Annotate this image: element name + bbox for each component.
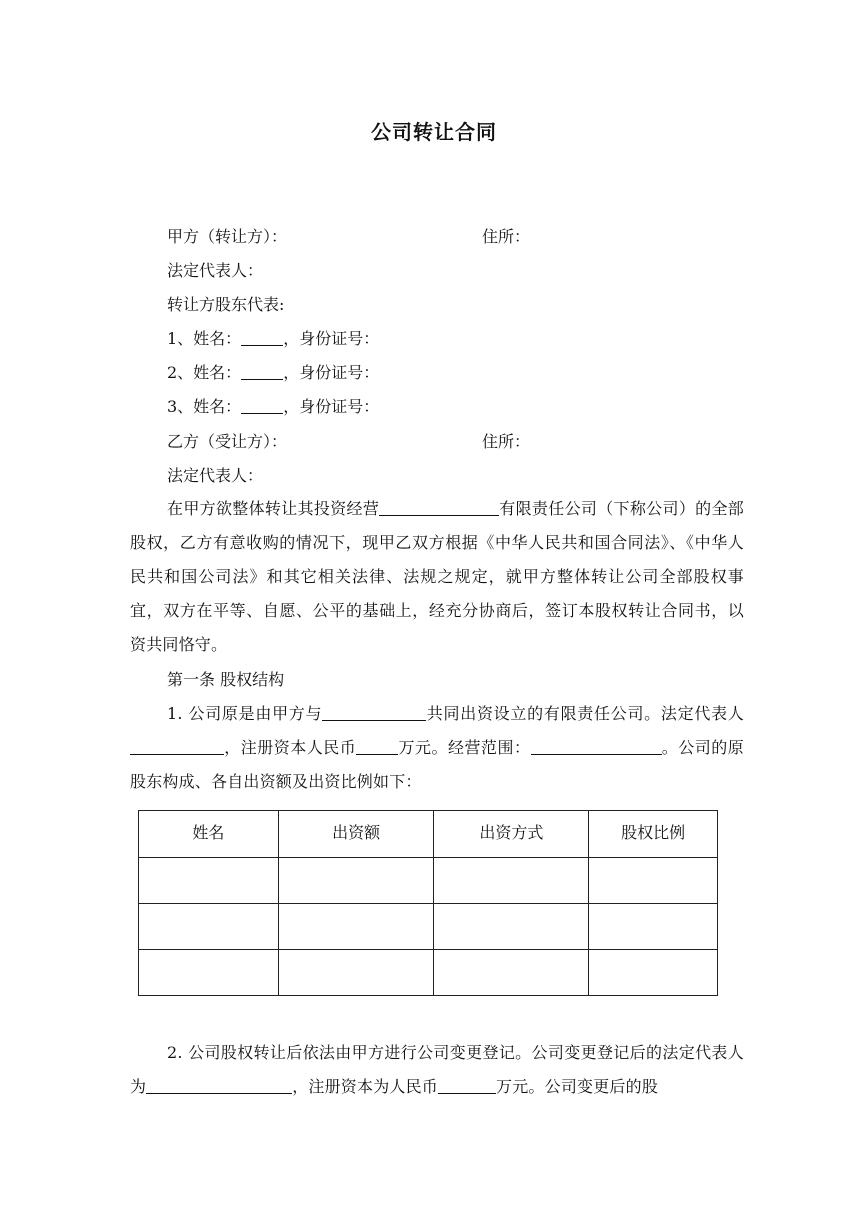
new-capital-blank	[438, 1077, 496, 1094]
col-header-name: 姓名	[139, 811, 279, 858]
shareholder-reps-label: 转让方股东代表:	[167, 295, 285, 314]
party-a-label: 甲方（转让方）：	[167, 227, 288, 246]
table-cell	[139, 858, 279, 904]
table-row	[139, 858, 718, 904]
shareholder-rep-1	[167, 329, 379, 349]
rep-2-name-label: 2、姓名：	[167, 363, 242, 382]
table-cell	[278, 904, 434, 950]
clause-2-text-1: 2. 公司股权转让后依法由甲方进行公司变更登记。公司变更登记后的法定代表人为	[130, 1043, 744, 1096]
co-founder-blank	[322, 704, 426, 721]
party-b-label: 乙方（受让方）：	[167, 432, 288, 451]
rep-1-name-label: 1、姓名：	[167, 329, 242, 348]
table-row	[139, 950, 718, 996]
clause-1-text-3: ，注册资本人民币	[224, 738, 357, 757]
col-header-capital-method: 出资方式	[434, 811, 589, 858]
party-a-address-label: 住所：	[482, 227, 531, 246]
col-header-capital-amount: 出资额	[278, 811, 434, 858]
article-1-clause-1	[130, 697, 744, 799]
table-cell	[589, 858, 718, 904]
table-cell	[434, 904, 589, 950]
preamble-text-2: 有限责任公司（下称公司）的全部股权，乙方有意收购的情况下，现甲乙双方根据《中华人民共和国合同法》、《中华人民共和国公司法》和其它相关法律、法规之规定，就甲方整体转让公司全部股权事宜，双方在平等、自愿、公平的基础上，经充分协商后，签订本股权转让合同书，以资共同恪守。	[130, 499, 744, 654]
party-b-legal-rep-label: 法定代表人：	[167, 466, 264, 485]
rep-2-name-blank	[241, 363, 283, 380]
preamble-text-1: 在甲方欲整体转让其投资经营	[167, 499, 380, 518]
shareholder-rep-3	[167, 397, 379, 417]
clause-1-text-5: 。公司的原股东构成、各自出资额及出资比例如下：	[130, 738, 744, 791]
table-cell	[278, 950, 434, 996]
clause-2-text-2: ，注册资本为人民币	[292, 1077, 439, 1096]
company-name-blank	[379, 499, 499, 516]
clause-2-text-3: 万元。公司变更后的股	[496, 1077, 659, 1096]
shareholder-table	[138, 810, 718, 996]
rep-1-id-label: ，身份证号：	[283, 329, 380, 348]
table-cell	[278, 858, 434, 904]
legal-rep-blank	[130, 738, 224, 755]
rep-3-id-label: ，身份证号：	[283, 397, 380, 416]
table-cell	[139, 904, 279, 950]
article-1-clause-2	[130, 1036, 744, 1104]
new-legal-rep-blank	[146, 1077, 292, 1094]
rep-3-name-label: 3、姓名：	[167, 397, 242, 416]
clause-1-text-2: 共同出资设立的有限责任公司。法定代表人	[426, 704, 744, 723]
shareholder-rep-2	[167, 363, 379, 383]
table-cell	[434, 858, 589, 904]
table-cell	[139, 950, 279, 996]
rep-3-name-blank	[241, 397, 283, 414]
clause-1-text-1: 1. 公司原是由甲方与	[167, 704, 323, 723]
rep-1-name-blank	[241, 329, 283, 346]
clause-1-text-4: 万元。经营范围：	[398, 738, 531, 757]
party-b-address-label: 住所：	[482, 432, 531, 451]
article-1-heading: 第一条 股权结构	[167, 670, 285, 689]
table-header-row	[139, 811, 718, 858]
table-cell	[589, 904, 718, 950]
party-a-legal-rep-label: 法定代表人：	[167, 261, 264, 280]
col-header-equity-ratio: 股权比例	[589, 811, 718, 858]
preamble-paragraph	[130, 492, 744, 662]
page-title: 公司转让合同	[371, 120, 497, 144]
business-scope-blank	[531, 738, 662, 755]
table-cell	[434, 950, 589, 996]
table-row	[139, 904, 718, 950]
registered-capital-blank	[356, 738, 398, 755]
table-cell	[589, 950, 718, 996]
rep-2-id-label: ，身份证号：	[283, 363, 380, 382]
